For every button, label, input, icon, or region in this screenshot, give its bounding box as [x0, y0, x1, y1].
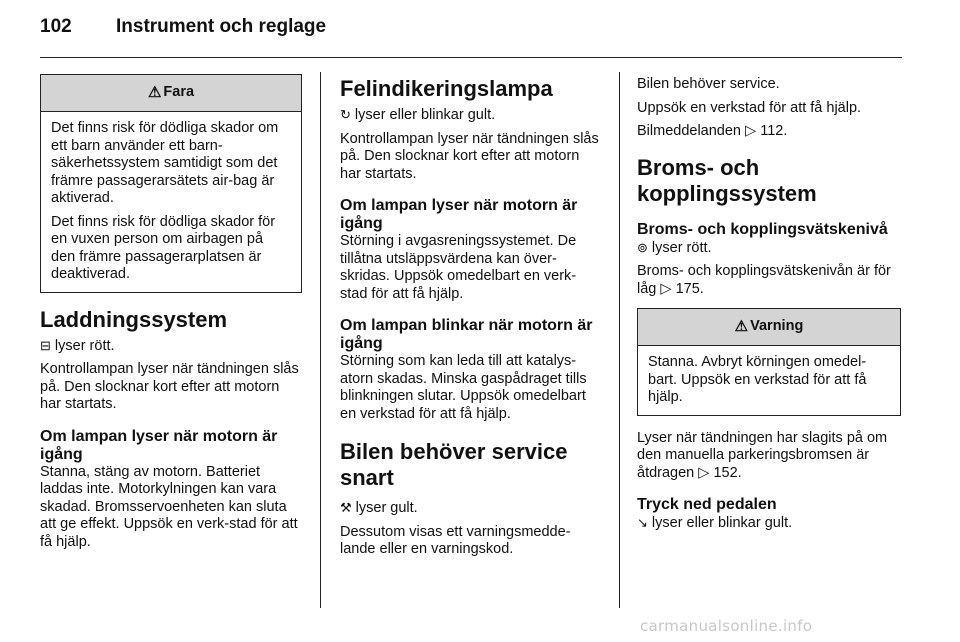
- felind-indicator-line: [340, 106, 602, 125]
- pedal-icon: ↘: [637, 515, 648, 530]
- blinkar-paragraph: Störning som kan leda till att katalys-atorn skadas. Minska gaspådraget tills blinkningen slutar. Uppsök omedelbart en verkstad för att få hjälp.: [340, 353, 587, 422]
- fara-box-body: [41, 112, 301, 292]
- column-divider-2: [619, 72, 620, 608]
- column-2: [340, 76, 602, 565]
- bilmeddelanden-page-ref[interactable]: 112.: [760, 123, 788, 139]
- warning-icon: ⚠: [734, 318, 749, 336]
- felind-indicator-text: lyser eller blinkar gult.: [354, 107, 496, 123]
- page-number: 102: [40, 16, 72, 37]
- service-indicator-line: [340, 499, 602, 518]
- vatske-indicator-line: [637, 239, 901, 258]
- column-divider-1: [320, 72, 321, 608]
- fara-paragraph-2: Det finns risk för dödliga skador för en vuxen person om airbagen på den främre passagerarplatsen är deaktiverad.: [51, 213, 276, 282]
- felind-paragraph: Kontrollampan lyser när tändningen slås på. Den slocknar kort efter att motorn har startats.: [340, 130, 599, 182]
- tryck-indicator-text: lyser eller blinkar gult.: [651, 515, 793, 531]
- om-lampan-paragraph: Stanna, stäng av motorn. Batteriet laddas inte. Motorkylningen kan vara skadad. Bromsservoenheten kan sluta att ge effekt. Uppsök en verk-stad för att få hjälp.: [40, 463, 298, 550]
- battery-icon: ⊟: [40, 337, 51, 353]
- vatske-indicator-text: lyser rött.: [651, 239, 712, 256]
- heading-tryck-ned-pedalen: Tryck ned pedalen: [637, 496, 777, 513]
- fara-title: Fara: [163, 84, 195, 101]
- lyser-paragraph: Störning i avgasreningssystemet. De tillåtna utsläppsvärdena kan över-skridas. Uppsök omedelbart en verk-stad för att få hjälp.: [340, 233, 577, 302]
- col3-paragraph-2: Uppsök en verkstad för att få hjälp.: [637, 99, 862, 116]
- varning-title: Varning: [750, 318, 804, 335]
- brake-icon: ⊚: [637, 239, 648, 255]
- fara-box-header: [41, 75, 301, 112]
- engine-icon: ↻: [340, 107, 351, 122]
- watermark-footer: carmanualsonline.info: [640, 617, 813, 635]
- ref-arrow-icon: ▷: [660, 280, 672, 297]
- laddning-indicator-text: lyser rött.: [54, 337, 115, 354]
- parkering-page-ref[interactable]: 152.: [713, 464, 742, 481]
- fara-box: [40, 74, 302, 293]
- warning-icon: ⚠: [147, 84, 162, 102]
- parkering-text: Lyser när tändningen har slagits på om den manuella parkeringsbromsen är åtdragen: [637, 429, 888, 481]
- heading-om-lampan-lyser: Om lampan lyser när motorn är igång: [40, 427, 278, 463]
- ref-arrow-icon: ▷: [745, 123, 757, 139]
- page-title: Instrument och reglage: [116, 16, 327, 37]
- laddning-paragraph: Kontrollampan lyser när tändningen slås på. Den slocknar kort efter att motorn har startats.: [40, 361, 299, 412]
- heading-service-snart: Bilen behöver service snart: [340, 439, 568, 490]
- parkering-paragraph: [637, 430, 901, 483]
- heading-blinkar-igang: Om lampan blinkar när motorn är igång: [340, 317, 593, 352]
- header-divider: [40, 57, 902, 58]
- heading-kopplingsvatskeniva: Broms- och kopplingsvätskenivå: [637, 220, 888, 238]
- col3-paragraph-1: Bilen behöver service.: [637, 76, 780, 92]
- heading-broms-kopplingssystem: Broms- och kopplingssystem: [637, 154, 817, 206]
- varning-box-header: [638, 309, 900, 346]
- varning-paragraph: Stanna. Avbryt körningen omedel-bart. Uppsök en verkstad för att få hjälp.: [648, 354, 867, 405]
- varning-box: [637, 308, 901, 416]
- heading-lyser-igang: Om lampan lyser när motorn är igång: [340, 197, 578, 232]
- laddning-indicator-line: [40, 337, 302, 356]
- tryck-indicator-line: [637, 514, 901, 533]
- service-paragraph: Dessutom visas ett varningsmedde-lande eller en varningskod.: [340, 523, 571, 557]
- column-1: [40, 74, 302, 557]
- fara-paragraph-1: Det finns risk för dödliga skador om ett barn använder ett barn-säkerhetssystem samtidigt som det främre passagerarsätets air-bag är aktiverad.: [51, 120, 279, 206]
- col3-paragraph-3: [637, 123, 901, 141]
- heading-felindikeringslampa: Felindikeringslampa: [340, 76, 553, 101]
- vatske-page-ref[interactable]: 175.: [675, 280, 704, 297]
- varning-box-body: [638, 346, 900, 415]
- heading-laddningssystem: Laddningssystem: [40, 306, 228, 332]
- wrench-icon: ⚒: [340, 500, 352, 515]
- bilmeddelanden-text: Bilmeddelanden: [637, 123, 741, 139]
- column-3: [637, 76, 901, 539]
- ref-arrow-icon: ▷: [698, 464, 710, 481]
- vatske-paragraph: [637, 263, 901, 298]
- service-indicator-text: lyser gult.: [355, 500, 418, 516]
- vatske-text: Broms- och kopplingsvätskenivån är för låg: [637, 263, 891, 297]
